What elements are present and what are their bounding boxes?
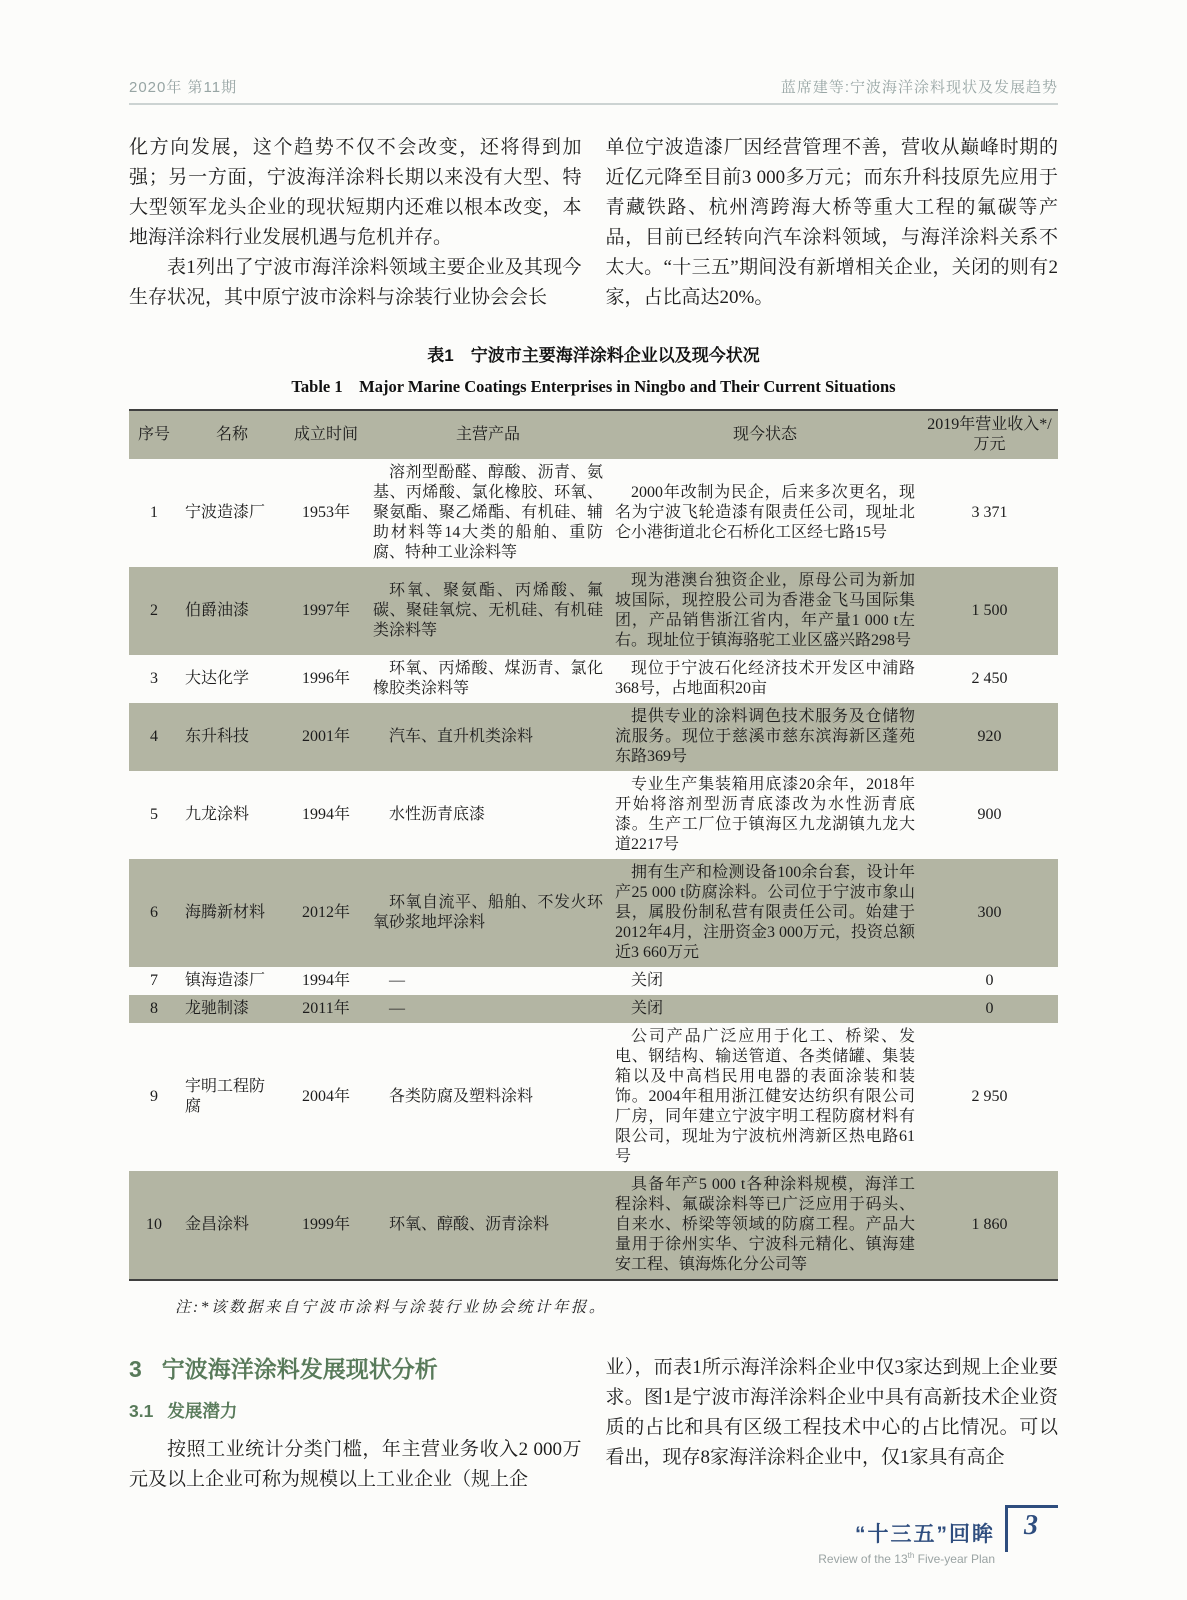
table-caption	[129, 341, 1058, 397]
table-row	[129, 655, 1058, 703]
cell-name: 镇海造漆厂	[185, 972, 266, 989]
cell-year: 1994年	[301, 972, 350, 989]
subsection-title: 发展潜力	[167, 1401, 238, 1421]
cell-products: —	[389, 1000, 405, 1017]
table-row	[129, 1171, 1058, 1280]
cell-name: 金昌涂料	[185, 1216, 250, 1233]
cell-name: 宁波造漆厂	[185, 504, 266, 521]
footer-en-text: Five-year Plan	[914, 1552, 995, 1566]
table-row	[129, 967, 1058, 995]
running-head-article-title: 蓝席建等:宁波海洋涂料现状及发展趋势	[780, 79, 1058, 96]
cell-status: 关闭	[631, 1000, 664, 1017]
cell-year: 2012年	[301, 904, 350, 921]
cell-year: 1953年	[301, 504, 350, 521]
subsection-heading	[129, 1399, 582, 1423]
cell-revenue: 3 371	[971, 504, 1008, 521]
cell-no: 6	[150, 904, 158, 921]
cell-revenue: 920	[977, 728, 1002, 745]
cell-revenue: 900	[977, 806, 1002, 823]
cell-products: 各类防腐及塑料涂料	[389, 1088, 534, 1105]
cell-revenue: 0	[985, 972, 994, 989]
paragraph: 化方向发展，这个趋势不仅不会改变，还将得到加强；另一方面，宁波海洋涂料长期以来没有大型、特大型领军龙头企业的现状短期内还难以根本改变，本地海洋涂料行业发展机遇与危机并存。	[129, 137, 582, 248]
cell-year: 1996年	[301, 670, 350, 687]
cell-no: 2	[150, 602, 158, 619]
column-header: 成立时间	[285, 410, 367, 459]
cell-status: 提供专业的涂料调色技术服务及仓储物流服务。现位于慈溪市慈东滨海新区蓬苑东路369号	[615, 708, 915, 765]
paragraph: 业），而表1所示海洋涂料企业中仅3家达到规上企业要求。图1是宁波市海洋涂料企业中具有高新技术企业资质的占比和具有区级工程技术中心的占比情况。可以看出，现存8家海洋涂料企业中，仅1家具有高企	[605, 1357, 1058, 1468]
table-header-row	[129, 410, 1058, 459]
cell-name: 宇明工程防腐	[185, 1078, 266, 1115]
footer-en-text: Review of the 13	[818, 1552, 908, 1566]
cell-year: 1999年	[301, 1216, 350, 1233]
cell-products: 汽车、直升机类涂料	[389, 728, 534, 745]
footer-slogan-en	[818, 1551, 995, 1566]
section-number: 3	[129, 1356, 142, 1382]
table-row	[129, 1023, 1058, 1171]
page-footer	[818, 1505, 1058, 1566]
header-rule	[129, 103, 1058, 105]
cell-year: 2001年	[301, 728, 350, 745]
cell-name: 龙驰制漆	[185, 1000, 250, 1017]
cell-status: 2000年改制为民企，后来多次更名，现名为宁波飞轮造漆有限责任公司，现址北仑小港街道北仑石桥化工区经七路15号	[615, 484, 915, 541]
column-header: 名称	[179, 410, 285, 459]
table-note: 注:*该数据来自宁波市涂料与涂装行业协会统计年报。	[175, 1299, 607, 1316]
cell-revenue: 2 450	[971, 670, 1008, 687]
cell-status: 关闭	[631, 972, 664, 989]
section-left-column	[129, 1353, 582, 1495]
table-row	[129, 995, 1058, 1023]
cell-revenue: 1 860	[971, 1216, 1008, 1233]
paragraph: 表1列出了宁波市海洋涂料领域主要企业及其现今生存状况，其中原宁波市涂料与涂装行业协会会长	[129, 257, 582, 308]
intro-section	[129, 133, 1058, 313]
cell-products: 水性沥青底漆	[389, 806, 486, 823]
section-heading	[129, 1353, 582, 1385]
cell-name: 海腾新材料	[185, 904, 266, 921]
cell-revenue: 2 950	[971, 1088, 1008, 1105]
table-title-zh: 表1 宁波市主要海洋涂料企业以及现今状况	[427, 346, 760, 365]
cell-year: 1994年	[301, 806, 350, 823]
cell-no: 5	[150, 806, 158, 823]
cell-no: 9	[150, 1088, 158, 1105]
cell-name: 大达化学	[185, 670, 250, 687]
column-header: 序号	[129, 410, 179, 459]
cell-revenue: 300	[977, 904, 1002, 921]
page-number: 3	[1024, 1510, 1038, 1541]
cell-status: 公司产品广泛应用于化工、桥梁、发电、钢结构、输送管道、各类储罐、集装箱以及中高档民用电器的表面涂装和装饰。2004年租用浙江健安达纺织有限公司厂房，同年建立宁波宇明工程防腐材料有限公司，现址为宁波杭州湾新区热电路61号	[615, 1028, 915, 1165]
column-header: 主营产品	[367, 410, 609, 459]
cell-products: 环氧自流平、船舶、不发火环氧砂浆地坪涂料	[373, 894, 603, 931]
footer-en-sup: th	[907, 1551, 915, 1560]
column-header: 现今状态	[609, 410, 921, 459]
cell-no: 4	[150, 728, 158, 745]
cell-products: 环氧、丙烯酸、煤沥青、氯化橡胶类涂料等	[373, 660, 603, 697]
page-number-box	[1005, 1505, 1058, 1552]
cell-products: 环氧、醇酸、沥青涂料	[389, 1216, 550, 1233]
table-row	[129, 459, 1058, 567]
footer-slogan-zh: “十三五”回眸	[855, 1523, 995, 1546]
cell-name: 东升科技	[185, 728, 250, 745]
cell-name: 九龙涂料	[185, 806, 250, 823]
column-header: 2019年营业收入*/万元	[921, 410, 1058, 459]
cell-no: 1	[150, 504, 158, 521]
cell-no: 3	[150, 670, 158, 687]
section-3	[129, 1353, 1058, 1495]
cell-name: 伯爵油漆	[185, 602, 250, 619]
section-title: 宁波海洋涂料发展现状分析	[161, 1356, 438, 1382]
cell-year: 2011年	[302, 1000, 350, 1017]
cell-status: 现为港澳台独资企业，原母公司为新加坡国际，现控股公司为香港金飞马国际集团，产品销售浙江省内，年产量1 000 t左右。现址位于镇海骆驼工业区盛兴路298号	[615, 572, 915, 649]
running-head	[129, 0, 1058, 97]
cell-no: 7	[150, 972, 158, 989]
cell-products: 溶剂型酚醛、醇酸、沥青、氨基、丙烯酸、氯化橡胶、环氧、聚氨酯、聚乙烯酯、有机硅、辅助材料等14大类的船舶、重防腐、特种工业涂料等	[373, 464, 603, 561]
paragraph: 单位宁波造漆厂因经营管理不善，营收从巅峰时期的近亿元降至目前3 000多万元；而东升科技原先应用于青藏铁路、杭州湾跨海大桥等重大工程的氟碳等产品，目前已经转向汽车涂料领域，与海洋涂料关系不太大。“十三五”期间没有新增相关企业，关闭的则有2家，占比高达20%。	[605, 137, 1058, 308]
cell-revenue: 0	[985, 1000, 994, 1017]
intro-right-column	[606, 133, 1059, 313]
cell-no: 8	[150, 1000, 158, 1017]
section-right-column	[606, 1353, 1059, 1495]
table-row	[129, 567, 1058, 655]
cell-status: 现位于宁波石化经济技术开发区中浦路368号，占地面积20亩	[615, 660, 915, 697]
cell-products: 环氧、聚氨酯、丙烯酸、氟碳、聚硅氧烷、无机硅、有机硅类涂料等	[373, 582, 603, 639]
cell-status: 拥有生产和检测设备100余台套，设计年产25 000 t防腐涂料。公司位于宁波市象山县，属股份制私营有限责任公司。始建于2012年4月，注册资金3 000万元，投资总额近3 660万元	[615, 864, 916, 961]
table-title-en: Table 1 Major Marine Coatings Enterprises in Ningbo and Their Current Situations	[291, 377, 896, 396]
cell-year: 2004年	[301, 1088, 350, 1105]
cell-status: 专业生产集装箱用底漆20余年，2018年开始将溶剂型沥青底漆改为水性沥青底漆。生产工厂位于镇海区九龙湖镇九龙大道2217号	[615, 776, 915, 853]
cell-status: 具备年产5 000 t各种涂料规模，海洋工程涂料、氟碳涂料等已广泛应用于码头、自来水、桥梁等领域的防腐工程。产品大量用于徐州实华、宁波科元精化、镇海建安工程、镇海炼化分公司等	[615, 1176, 915, 1273]
intro-left-column	[129, 133, 582, 313]
subsection-number: 3.1	[129, 1401, 154, 1421]
cell-no: 10	[146, 1216, 162, 1233]
cell-revenue: 1 500	[971, 602, 1008, 619]
footer-slogan	[818, 1518, 995, 1566]
table-row	[129, 771, 1058, 859]
table-row	[129, 703, 1058, 771]
table-body	[129, 459, 1058, 1280]
cell-products: —	[389, 972, 405, 989]
enterprise-table	[129, 409, 1058, 1281]
paragraph: 按照工业统计分类门槛，年主营业务收入2 000万元及以上企业可称为规模以上工业企业（规上企	[129, 1439, 582, 1490]
running-head-issue: 2020年 第11期	[129, 79, 238, 96]
cell-year: 1997年	[301, 602, 350, 619]
table-row	[129, 859, 1058, 967]
